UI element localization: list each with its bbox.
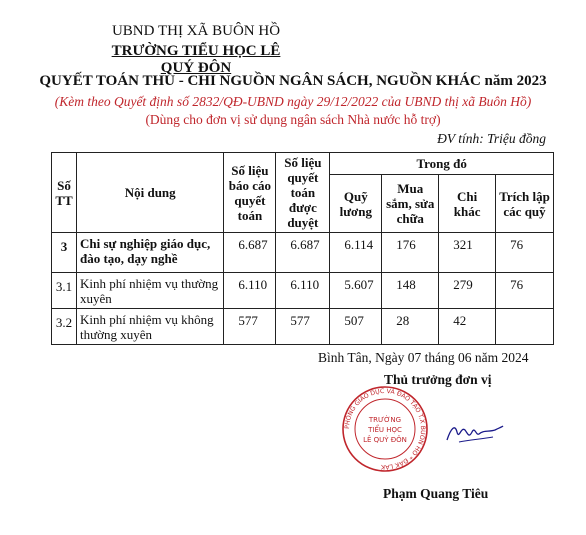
stamp-line-3: LÊ QUÝ ĐÔN — [363, 436, 407, 444]
header-salary: Quỹ lương — [330, 175, 382, 233]
signer-name: Phạm Quang Tiêu — [383, 486, 489, 501]
official-stamp-seal — [340, 384, 430, 474]
cell-approved: 6.110 — [276, 273, 330, 309]
cell-report: 6.110 — [224, 273, 276, 309]
decision-reference: (Kèm theo Quyết định số 2832/QĐ-UBND ngày 29/12/2022 của UBND thị xã Buôn Hồ) — [54, 94, 532, 109]
header-other: Chi khác — [439, 175, 496, 233]
cell-stt: 3.2 — [52, 309, 77, 345]
cell-other: 42 — [439, 309, 496, 345]
handwritten-signature — [445, 418, 505, 448]
header-report: Số liệu báo cáo quyết toán — [224, 153, 276, 233]
cell-approved: 577 — [276, 309, 330, 345]
unit-label: ĐV tính: Triệu đồng — [437, 131, 546, 146]
cell-content: Kinh phí nhiệm vụ thường xuyên — [76, 273, 223, 309]
header-content: Nội dung — [76, 153, 223, 233]
cell-fund: 76 — [496, 273, 554, 309]
cell-fund: 76 — [496, 233, 554, 273]
cell-report: 577 — [224, 309, 276, 345]
header-stt: Số TT — [52, 153, 77, 233]
cell-salary: 6.114 — [330, 233, 382, 273]
header-purchase: Mua sắm, sửa chữa — [382, 175, 439, 233]
stamp-line-2: TIỂU HỌC — [368, 426, 402, 434]
school-name-text: TRƯỜNG TIỂU HỌC LÊ QUÝ ĐÔN — [111, 43, 281, 76]
table-row — [52, 273, 554, 309]
stamp-ring-text: PHÒNG GIÁO DỤC VÀ ĐÀO TẠO T.X BUÔN HỒ * ĐẮK LẮK — [343, 387, 427, 471]
table-row — [52, 233, 554, 273]
cell-purchase: 148 — [382, 273, 439, 309]
place-date: Bình Tân, Ngày 07 tháng 06 năm 2024 — [318, 350, 529, 365]
head-of-unit-title: Thủ trưởng đơn vị — [384, 372, 492, 387]
header-breakdown: Trong đó — [330, 153, 554, 175]
cell-stt: 3 — [52, 233, 77, 273]
cell-salary: 507 — [330, 309, 382, 345]
cell-purchase: 176 — [382, 233, 439, 273]
document-title: QUYẾT TOÁN THU - CHI NGUỒN NGÂN SÁCH, NGUỒN KHÁC năm 2023 — [39, 73, 547, 89]
settlement-table — [51, 152, 554, 345]
issuing-authority: UBND THỊ XÃ BUÔN HỒ — [111, 23, 281, 39]
cell-fund — [496, 309, 554, 345]
header-fund: Trích lập các quỹ — [496, 175, 554, 233]
cell-salary: 5.607 — [330, 273, 382, 309]
cell-content: Chi sự nghiệp giáo dục, đào tạo, dạy nghề — [76, 233, 223, 273]
stamp-line-1: TRƯỜNG — [368, 416, 402, 424]
school-name — [96, 43, 296, 77]
table-row — [52, 309, 554, 345]
cell-approved: 6.687 — [276, 233, 330, 273]
applicability-note: (Dùng cho đơn vị sử dụng ngân sách Nhà nước hỗ trợ) — [145, 112, 441, 127]
cell-content: Kinh phí nhiệm vụ không thường xuyên — [76, 309, 223, 345]
cell-other: 321 — [439, 233, 496, 273]
header-approved: Số liệu quyết toán được duyệt — [276, 153, 330, 233]
cell-purchase: 28 — [382, 309, 439, 345]
cell-other: 279 — [439, 273, 496, 309]
cell-stt: 3.1 — [52, 273, 77, 309]
cell-report: 6.687 — [224, 233, 276, 273]
